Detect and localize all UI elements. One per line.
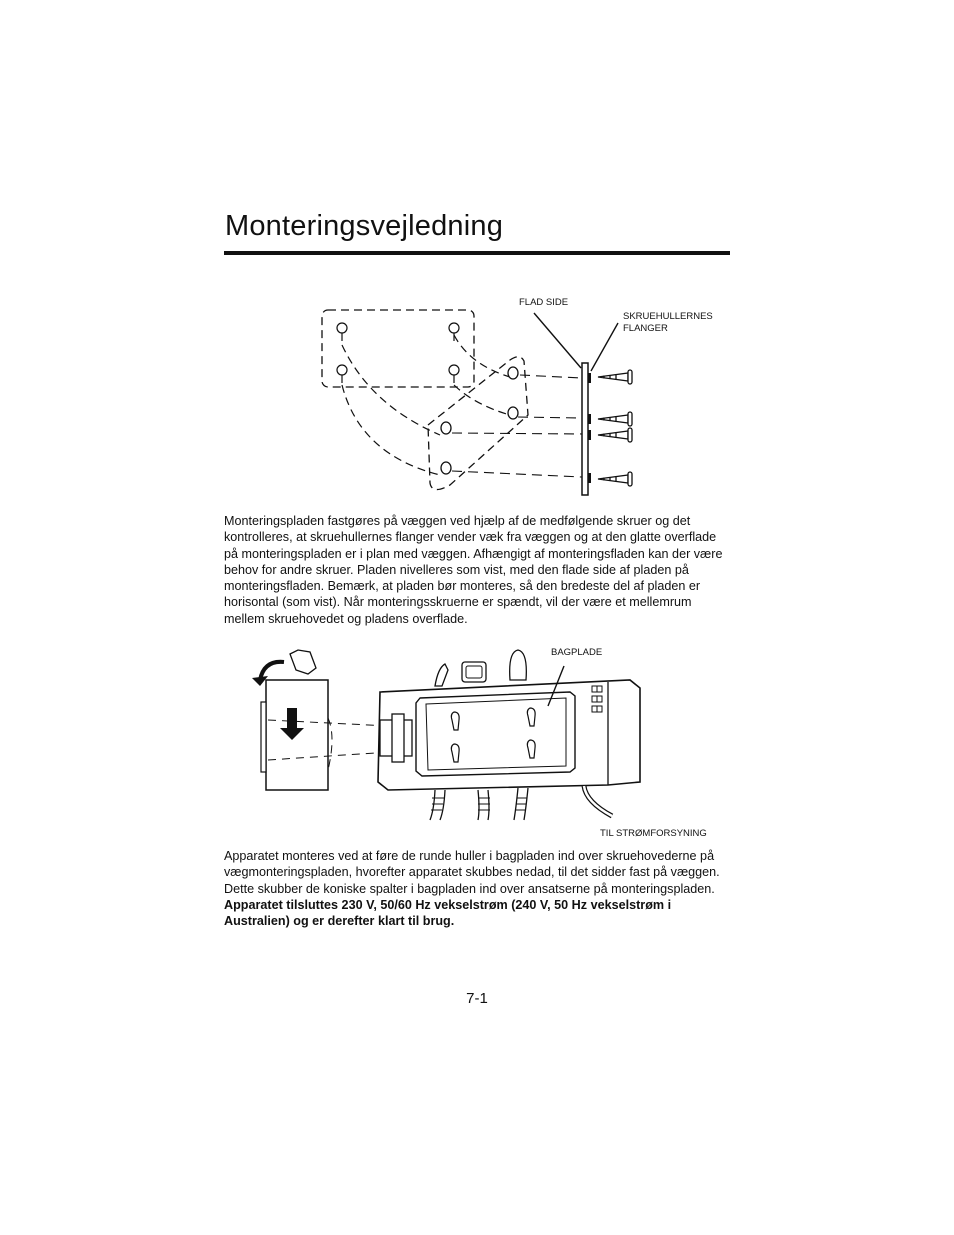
paragraph-normal-text: Apparatet monteres ved at føre de runde huller i bagpladen ind over skruehovederne på vægmonteringspladen, hvorefter apparatet skubbes nedad, til det sidder fast på væggen. Dette skubber de koniske spalter i bagpladen ind over ansatserne på monteringspladen. <box>224 849 720 896</box>
screws <box>598 370 632 486</box>
flanges-label-line1: SKRUEHULLERNES <box>623 311 713 322</box>
flanges-label-line2: FLANGER <box>623 323 668 334</box>
page-title: Monteringsvejledning <box>225 210 504 242</box>
flat-side-label: FLAD SIDE <box>519 297 569 308</box>
paragraph-bold-text: Apparatet tilsluttes 230 V, 50/60 Hz vekselstrøm (240 V, 50 Hz vekselstrøm i Australien) og er derefter klart til brug. <box>224 897 672 929</box>
wall-outline <box>322 310 474 387</box>
backplate-label: BAGPLADE <box>551 647 603 658</box>
page-number: 7-1 <box>466 990 488 1007</box>
device-mounting-illustration <box>240 640 730 845</box>
backplate <box>416 692 575 776</box>
power-supply-label: TIL STRØMFORSYNING <box>600 828 707 839</box>
paragraph-device-mounting <box>224 848 730 929</box>
title-rule <box>224 251 730 255</box>
mounting-plate-illustration <box>300 285 740 505</box>
plate-side-profile <box>582 363 588 495</box>
paragraph-mounting-plate: Monteringspladen fastgøres på væggen ved hjælp af de medfølgende skruer og det kontrolleres, at skruehullernes flanger vender væk fra væggen og at den glatte overflade på monteringspladen er i plan med væggen. Afhængigt af monteringsfladen kan der være behov for andre skruer. Pladen nivelleres som vist, med den flade side af pladen på monteringsfladen. Bemærk, at pladen bør monteres, så den bredeste del af pladen er horisontal (som vist). Når monteringsskruerne er spændt, vil der være et mellemrum mellem skruehovedet og pladens overflade. <box>224 514 723 626</box>
